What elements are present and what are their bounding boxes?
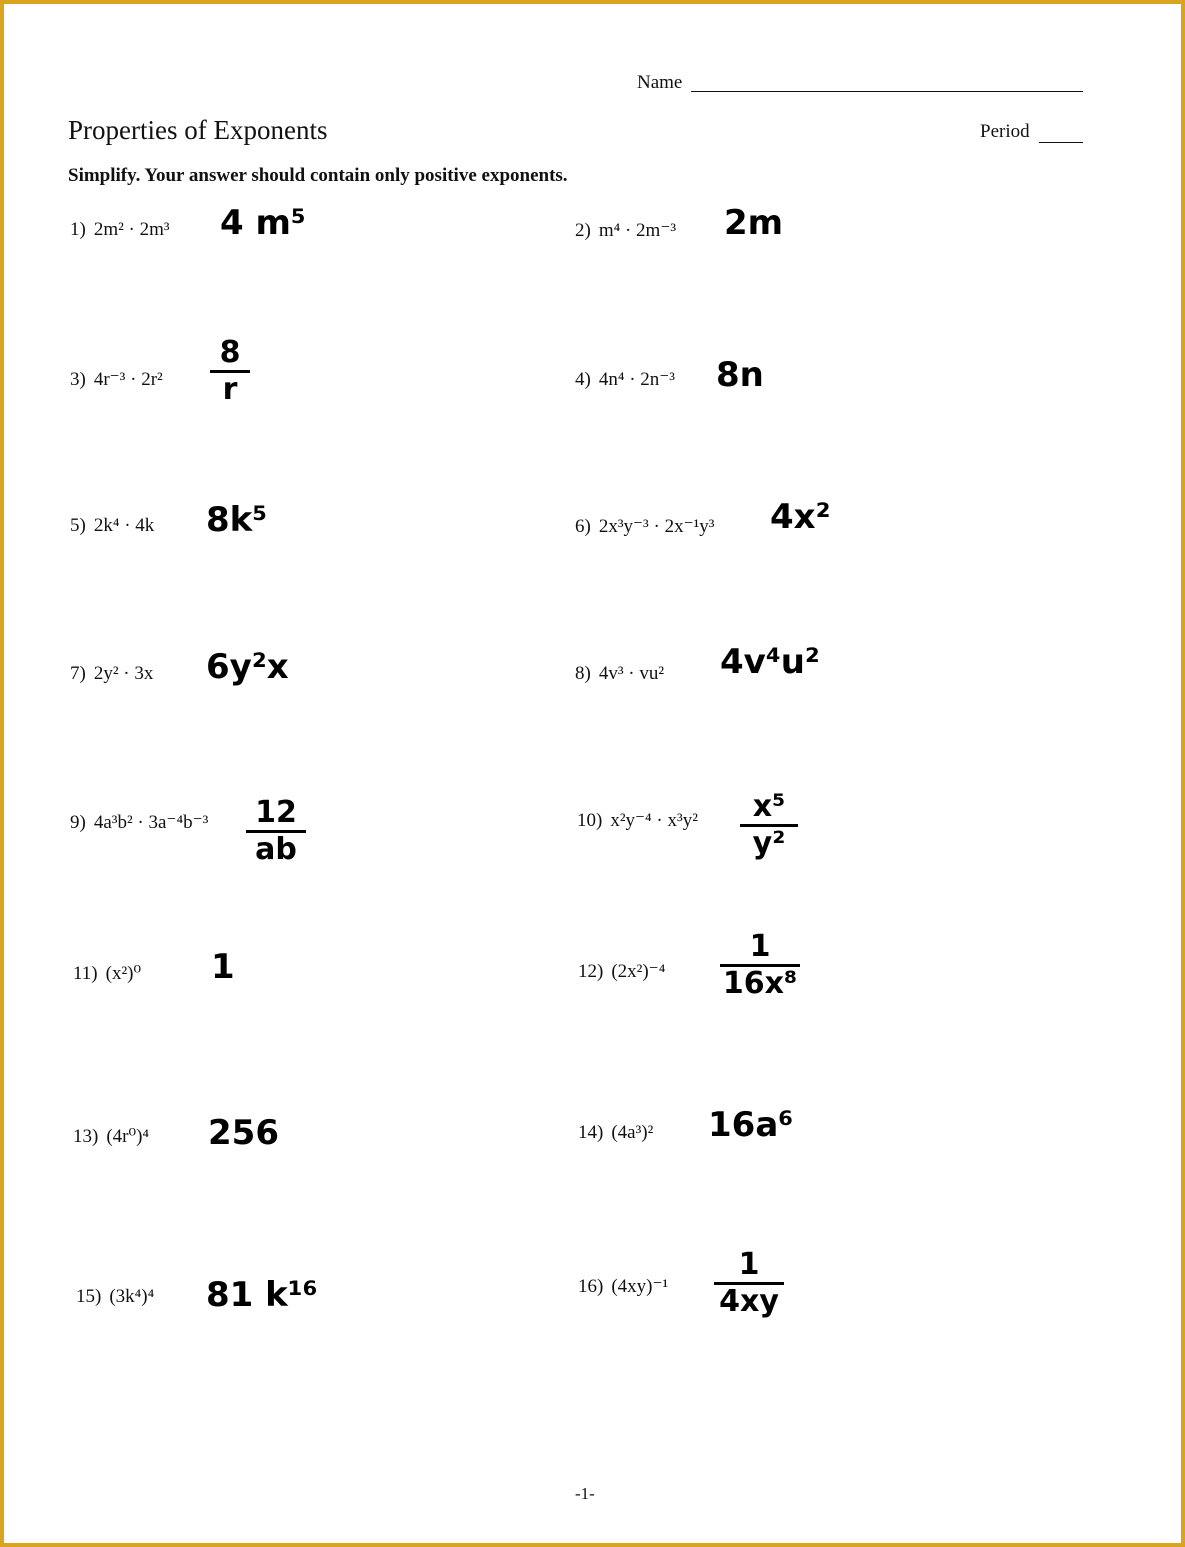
name-label: Name: [637, 72, 683, 93]
answer-numerator: 1: [738, 1247, 760, 1282]
problem-expression: (x²)⁰: [105, 963, 142, 984]
answer-numerator: 1: [749, 929, 771, 964]
problem-expression: (4r⁰)⁴: [106, 1126, 150, 1147]
problem-expression: (4a³)²: [611, 1122, 654, 1143]
problem-number: 14): [578, 1122, 604, 1143]
problem-1: [70, 219, 170, 241]
problem-number: 12): [578, 961, 604, 982]
problem-expression: 4n⁴ · 2n⁻³: [598, 369, 676, 390]
problem-number: 2): [575, 220, 591, 241]
problem-expression: 2x³y⁻³ · 2x⁻¹y³: [598, 516, 715, 537]
answer-6: 4x²: [770, 497, 831, 537]
answer-16: [714, 1247, 784, 1319]
problem-expression: (3k⁴)⁴: [109, 1286, 155, 1307]
problem-expression: (2x²)⁻⁴: [611, 961, 666, 982]
name-field[interactable]: [691, 91, 1083, 92]
answer-denominator: ab: [255, 832, 297, 867]
answer-14: 16a⁶: [708, 1105, 794, 1145]
answer-1: 4 m⁵: [220, 203, 306, 243]
problem-9: [70, 811, 208, 834]
answer-4: 8n: [716, 355, 764, 395]
answer-13: 256: [208, 1113, 279, 1153]
problem-16: [578, 1275, 668, 1298]
problem-number: 3): [70, 369, 86, 390]
problem-15: [76, 1286, 154, 1308]
problem-12: [578, 960, 665, 983]
problem-7: [70, 663, 153, 685]
problem-expression: x²y⁻⁴ · x³y²: [610, 810, 698, 831]
problem-13: [73, 1125, 149, 1148]
problem-11: [73, 962, 141, 985]
problem-number: 9): [70, 812, 86, 833]
problem-3: [70, 368, 163, 391]
problem-expression: 2y² · 3x: [93, 663, 154, 684]
answer-11: 1: [211, 947, 235, 987]
problem-expression: 4r⁻³ · 2r²: [93, 369, 163, 390]
problem-number: 8): [575, 663, 591, 684]
problem-number: 7): [70, 663, 86, 684]
answer-7: 6y²x: [206, 647, 289, 687]
answer-8: 4v⁴u²: [720, 642, 820, 682]
problem-14: [578, 1122, 653, 1144]
problem-8: [575, 663, 664, 685]
page-title: Properties of Exponents: [68, 115, 328, 145]
answer-numerator: x⁵: [752, 789, 786, 824]
problem-number: 10): [577, 810, 603, 831]
problem-6: [575, 515, 715, 538]
problem-number: 11): [73, 963, 98, 984]
problem-expression: 2m² · 2m³: [93, 219, 170, 240]
answer-denominator: 16x⁸: [722, 966, 798, 1001]
problem-number: 1): [70, 219, 86, 240]
answer-denominator: 4xy: [719, 1284, 779, 1319]
problem-expression: 2k⁴ · 4k: [93, 515, 155, 536]
answer-numerator: 8: [219, 335, 241, 370]
problem-number: 4): [575, 369, 591, 390]
page-number: -1-: [575, 1484, 595, 1503]
answer-2: 2m: [724, 203, 784, 243]
problem-number: 15): [76, 1286, 102, 1307]
answer-5: 8k⁵: [206, 500, 268, 540]
period-field[interactable]: [1039, 142, 1083, 143]
answer-12: [720, 929, 800, 1001]
period-label: Period: [980, 121, 1030, 142]
answer-denominator: r: [222, 372, 238, 407]
problem-10: [577, 809, 698, 832]
problem-number: 13): [73, 1126, 99, 1147]
answer-3: [210, 335, 250, 407]
problem-number: 6): [575, 516, 591, 537]
problem-number: 16): [578, 1276, 604, 1297]
problem-expression: m⁴ · 2m⁻³: [598, 220, 677, 241]
problem-5: [70, 515, 154, 537]
problem-number: 5): [70, 515, 86, 536]
problem-expression: 4a³b² · 3a⁻⁴b⁻³: [93, 812, 209, 833]
answer-15: 81 k¹⁶: [206, 1275, 318, 1315]
problem-2: [575, 219, 676, 242]
answer-numerator: 12: [255, 795, 297, 830]
problem-4: [575, 368, 675, 391]
instructions: Simplify. Your answer should contain only positive exponents.: [68, 165, 568, 186]
problem-expression: 4v³ · vu²: [598, 663, 665, 684]
answer-9: [246, 795, 306, 867]
answer-10: [740, 789, 798, 861]
answer-denominator: y²: [752, 826, 786, 861]
problem-expression: (4xy)⁻¹: [611, 1276, 669, 1297]
